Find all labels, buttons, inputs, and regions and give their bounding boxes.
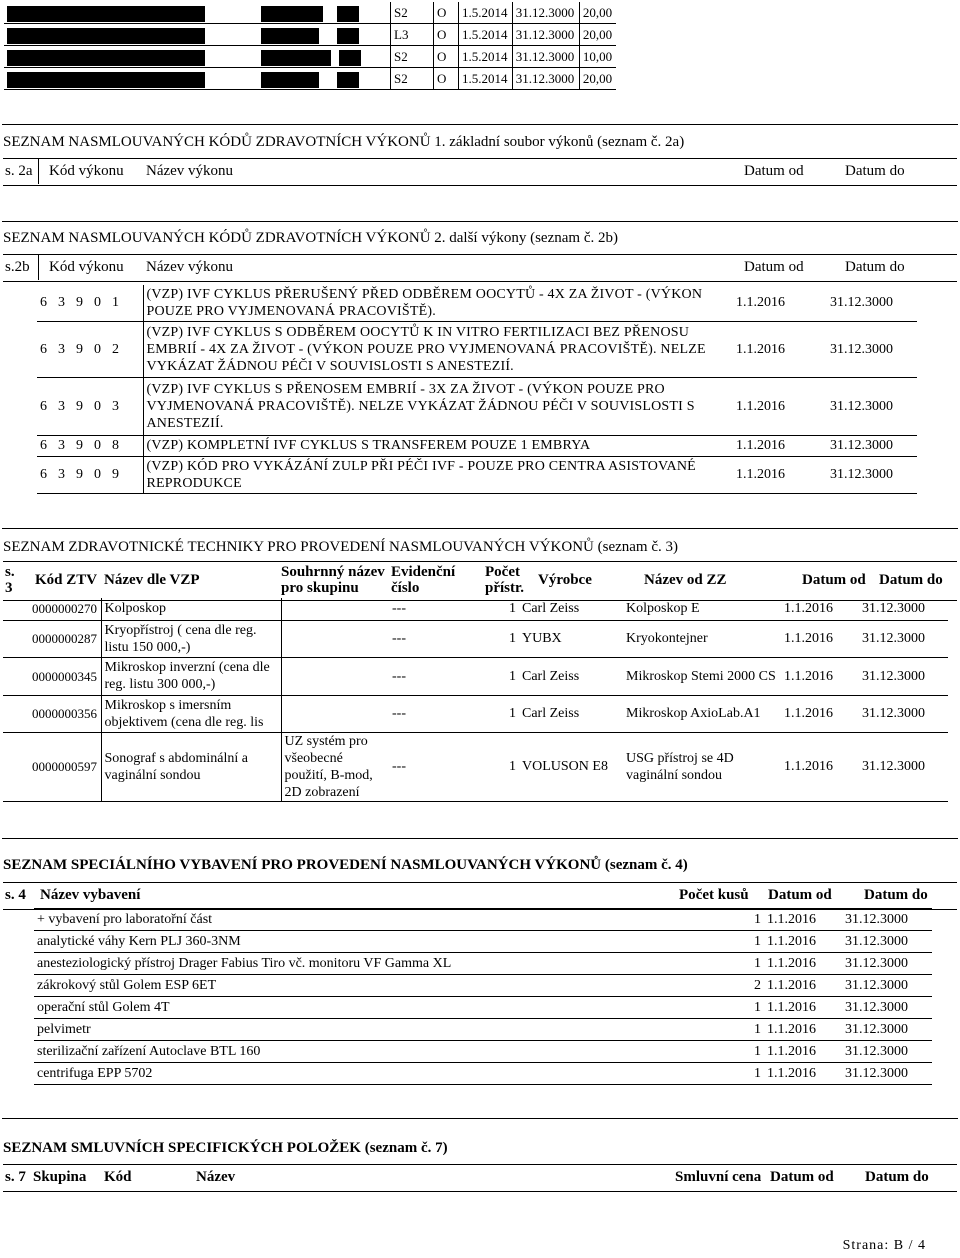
- header-s2b: s.2b: [5, 259, 30, 275]
- table-row: [3, 598, 948, 620]
- redacted-row: [4, 2, 616, 24]
- to-cell: 31.12.3000: [859, 620, 948, 657]
- name-cell: sterilizační zařízení Autoclave BTL 160: [34, 1041, 674, 1063]
- to-cell: 31.12.3000: [842, 1063, 932, 1085]
- from-cell: 1.1.2016: [764, 1041, 842, 1063]
- code-cell: 63901: [37, 285, 143, 321]
- section-2b-table: [37, 285, 917, 494]
- cell-c5: 20,00: [579, 2, 616, 24]
- name-cell: (VZP) IVF CYKLUS S ODBĚREM OOCYTŮ K IN VITRO FERTILIZACI BEZ PŘENOSU EMBRIÍ - 4X ZA ŽIVOT - (VÝKON POUZE PRO VYJMENOVANÁ PRACOVIŠTĚ). NELZE VYKÁZAT ŽÁDNOU PÉČI V SOUVISLOSTI S ANESTEZIÍ.: [143, 321, 733, 377]
- maker-cell: Carl Zeiss: [519, 598, 623, 620]
- name-cell: pelvimetr: [34, 1019, 674, 1041]
- code-cell: 0000000356: [29, 695, 101, 732]
- count-cell: 1: [674, 997, 764, 1019]
- redacted-row: [4, 46, 616, 68]
- from-cell: 1.1.2016: [764, 1019, 842, 1041]
- cell-c5: 10,00: [579, 46, 616, 68]
- section-4-table: [34, 908, 932, 1085]
- to-cell: 31.12.3000: [842, 953, 932, 975]
- header-nazev-od-zz: Název od ZZ: [644, 572, 727, 588]
- section-4-border: [2, 838, 958, 839]
- name-cell: Mikroskop s imersním objektivem (cena dle reg. lis: [101, 695, 281, 732]
- header-pocet-pristr: Počet přístr.: [485, 564, 525, 596]
- section-2b-header: [3, 254, 957, 282]
- cell-c3: 1.5.2014: [459, 46, 513, 68]
- from-cell: 1.1.2016: [764, 1063, 842, 1085]
- from-cell: 1.1.2016: [733, 377, 827, 435]
- to-cell: 31.12.3000: [827, 321, 917, 377]
- to-cell: 31.12.3000: [842, 931, 932, 953]
- redaction-bar: [137, 50, 205, 66]
- to-cell: 31.12.3000: [827, 435, 917, 456]
- group-cell: UZ systém pro všeobecné použití, B-mod, 2D zobrazení: [281, 732, 389, 801]
- count-cell: 2: [674, 975, 764, 997]
- cell-c5: 20,00: [579, 68, 616, 90]
- evid-cell: ---: [389, 657, 479, 695]
- code-cell: 0000000287: [29, 620, 101, 657]
- redaction-bar: [7, 28, 137, 44]
- header-nazev-vybaveni: Název vybavení: [40, 887, 141, 903]
- code-cell: 0000000597: [29, 732, 101, 801]
- table-row: [37, 285, 917, 321]
- redacted-table: [4, 2, 616, 90]
- from-cell: 1.1.2016: [764, 975, 842, 997]
- cell-c4: 31.12.3000: [512, 24, 579, 46]
- table-row: [34, 1019, 932, 1041]
- redaction-bar: [137, 72, 205, 88]
- cell-c1: S2: [391, 46, 434, 68]
- from-cell: 1.1.2016: [781, 620, 859, 657]
- to-cell: 31.12.3000: [827, 456, 917, 493]
- redaction-bar: [337, 6, 359, 22]
- section-7-border: [2, 1118, 958, 1119]
- from-cell: 1.1.2016: [764, 953, 842, 975]
- header-datum-od: Datum od: [770, 1169, 834, 1185]
- count-cell: 1: [674, 1063, 764, 1085]
- header-s2a: s. 2a: [5, 163, 33, 179]
- table-row: [37, 321, 917, 377]
- redacted-row: [4, 68, 616, 90]
- cell-c3: 1.5.2014: [459, 2, 513, 24]
- header-datum-od: Datum od: [744, 259, 804, 275]
- section-7-title: SEZNAM SMLUVNÍCH SPECIFICKÝCH POLOŽEK (seznam č. 7): [3, 1140, 448, 1156]
- header-datum-od: Datum od: [744, 163, 804, 179]
- cell-c1: S2: [391, 68, 434, 90]
- code-cell: 63902: [37, 321, 143, 377]
- section-2a-title: SEZNAM NASMLOUVANÝCH KÓDŮ ZDRAVOTNÍCH VÝKONŮ 1. základní soubor výkonů (seznam č. 2a): [3, 134, 685, 150]
- to-cell: 31.12.3000: [859, 695, 948, 732]
- section-7-header: [3, 1164, 957, 1192]
- header-kod-ztv: Kód ZTV: [35, 572, 98, 588]
- header-s7: s. 7: [5, 1169, 26, 1185]
- from-cell: 1.1.2016: [764, 909, 842, 931]
- zz-cell: Mikroskop Stemi 2000 CS: [623, 657, 781, 695]
- name-cell: Sonograf s abdominální a vaginální sondou: [101, 732, 281, 801]
- table-row: [34, 909, 932, 931]
- from-cell: 1.1.2016: [733, 435, 827, 456]
- to-cell: 31.12.3000: [859, 657, 948, 695]
- table-row: [34, 1063, 932, 1085]
- header-vyrobce: Výrobce: [538, 572, 592, 588]
- table-row: [34, 1041, 932, 1063]
- header-s4: s. 4: [5, 887, 26, 903]
- redaction-bar: [7, 6, 137, 22]
- header-souhrnny-nazev: Souhrnný název pro skupinu: [281, 564, 385, 596]
- redaction-bar: [339, 50, 361, 66]
- section-3-border: [2, 528, 958, 529]
- count-cell: 1: [479, 732, 519, 801]
- header-datum-od: Datum od: [802, 572, 866, 588]
- name-cell: Mikroskop inverzní (cena dle reg. listu 300 000,-): [101, 657, 281, 695]
- section-3-table: [3, 598, 948, 802]
- from-cell: 1.1.2016: [733, 285, 827, 321]
- header-smluvni-cena: Smluvní cena: [675, 1169, 762, 1185]
- cell-c1: L3: [391, 24, 434, 46]
- header-datum-do: Datum do: [865, 1169, 929, 1185]
- cell-c4: 31.12.3000: [512, 46, 579, 68]
- evid-cell: ---: [389, 695, 479, 732]
- maker-cell: VOLUSON E8: [519, 732, 623, 801]
- header-nazev-vykonu: Název výkonu: [146, 259, 234, 275]
- section-2b-title: SEZNAM NASMLOUVANÝCH KÓDŮ ZDRAVOTNÍCH VÝKONŮ 2. další výkony (seznam č. 2b): [3, 230, 618, 246]
- from-cell: 1.1.2016: [781, 732, 859, 801]
- group-cell: [281, 598, 389, 620]
- redaction-bar: [137, 28, 205, 44]
- cell-c2: O: [434, 46, 459, 68]
- name-cell: zákrokový stůl Golem ESP 6ET: [34, 975, 674, 997]
- header-datum-do: Datum do: [845, 163, 905, 179]
- header-datum-do: Datum do: [879, 572, 943, 588]
- redaction-bar: [261, 50, 331, 66]
- table-row: [37, 377, 917, 435]
- header-pocet-kusu: Počet kusů: [679, 887, 749, 903]
- group-cell: [281, 657, 389, 695]
- count-cell: 1: [674, 953, 764, 975]
- to-cell: 31.12.3000: [827, 377, 917, 435]
- cell-c2: O: [434, 68, 459, 90]
- page-footer: Strana: B / 4: [842, 1238, 926, 1253]
- table-row: [37, 435, 917, 456]
- table-row: [3, 620, 948, 657]
- cell-c4: 31.12.3000: [512, 2, 579, 24]
- cell-c3: 1.5.2014: [459, 68, 513, 90]
- section-4-header: [3, 882, 957, 910]
- name-cell: analytické váhy Kern PLJ 360-3NM: [34, 931, 674, 953]
- table-row: [34, 931, 932, 953]
- redaction-bar: [137, 6, 205, 22]
- header-datum-do: Datum do: [864, 887, 928, 903]
- name-cell: operační stůl Golem 4T: [34, 997, 674, 1019]
- name-cell: anesteziologický přístroj Drager Fabius Tiro vč. monitoru VF Gamma XL: [34, 953, 674, 975]
- to-cell: 31.12.3000: [859, 732, 948, 801]
- header-nazev: Název: [196, 1169, 236, 1185]
- name-cell: Kolposkop: [101, 598, 281, 620]
- from-cell: 1.1.2016: [733, 456, 827, 493]
- header-kod-vykonu: Kód výkonu: [49, 163, 124, 179]
- cell-c4: 31.12.3000: [512, 68, 579, 90]
- to-cell: 31.12.3000: [827, 285, 917, 321]
- code-cell: 63903: [37, 377, 143, 435]
- section-3-header: [3, 561, 957, 601]
- cell-c3: 1.5.2014: [459, 24, 513, 46]
- code-cell: 63908: [37, 435, 143, 456]
- count-cell: 1: [479, 695, 519, 732]
- count-cell: 1: [674, 909, 764, 931]
- from-cell: 1.1.2016: [764, 997, 842, 1019]
- to-cell: 31.12.3000: [842, 1019, 932, 1041]
- table-row: [34, 953, 932, 975]
- name-cell: (VZP) IVF CYKLUS PŘERUŠENÝ PŘED ODBĚREM OOCYTŮ - 4X ZA ŽIVOT - (VÝKON POUZE PRO VYJMENOVANÁ PRACOVIŠTĚ).: [143, 285, 733, 321]
- name-cell: (VZP) KÓD PRO VYKÁZÁNÍ ZULP PŘI PÉČI IVF - POUZE PRO CENTRA ASISTOVANÉ REPRODUKCE: [143, 456, 733, 493]
- redaction-bar: [7, 50, 137, 66]
- to-cell: 31.12.3000: [842, 909, 932, 931]
- from-cell: 1.1.2016: [781, 598, 859, 620]
- zz-cell: Kolposkop E: [623, 598, 781, 620]
- group-cell: [281, 695, 389, 732]
- count-cell: 1: [674, 1041, 764, 1063]
- redaction-bar: [261, 72, 319, 88]
- table-row: [34, 975, 932, 997]
- group-cell: [281, 620, 389, 657]
- count-cell: 1: [674, 1019, 764, 1041]
- table-row: [3, 657, 948, 695]
- header-evidencni-cislo: Evidenční číslo: [391, 564, 456, 596]
- from-cell: 1.1.2016: [733, 321, 827, 377]
- from-cell: 1.1.2016: [781, 695, 859, 732]
- name-cell: (VZP) KOMPLETNÍ IVF CYKLUS S TRANSFEREM POUZE 1 EMBRYA: [143, 435, 733, 456]
- cell-c5: 20,00: [579, 24, 616, 46]
- to-cell: 31.12.3000: [842, 975, 932, 997]
- from-cell: 1.1.2016: [764, 931, 842, 953]
- evid-cell: ---: [389, 732, 479, 801]
- evid-cell: ---: [389, 598, 479, 620]
- maker-cell: YUBX: [519, 620, 623, 657]
- count-cell: 1: [479, 657, 519, 695]
- name-cell: + vybavení pro laboratořní část: [34, 909, 674, 931]
- name-cell: centrifuga EPP 5702: [34, 1063, 674, 1085]
- count-cell: 1: [479, 598, 519, 620]
- zz-cell: Kryokontejner: [623, 620, 781, 657]
- header-s3: s. 3: [5, 564, 15, 596]
- cell-c2: O: [434, 2, 459, 24]
- header-nazev-vykonu: Název výkonu: [146, 163, 234, 179]
- section-2a-border: [2, 124, 958, 125]
- section-3-title: SEZNAM ZDRAVOTNICKÉ TECHNIKY PRO PROVEDENÍ NASMLOUVANÝCH VÝKONŮ (seznam č. 3): [3, 539, 678, 555]
- code-cell: 63909: [37, 456, 143, 493]
- redaction-bar: [7, 72, 137, 88]
- table-row: [34, 997, 932, 1019]
- count-cell: 1: [479, 620, 519, 657]
- header-skupina: Skupina: [33, 1169, 87, 1185]
- evid-cell: ---: [389, 620, 479, 657]
- section-2a-header: [3, 158, 957, 186]
- section-2b-border: [2, 221, 958, 222]
- zz-cell: Mikroskop AxioLab.A1: [623, 695, 781, 732]
- to-cell: 31.12.3000: [859, 598, 948, 620]
- table-row: [3, 732, 948, 801]
- table-row: [3, 695, 948, 732]
- redacted-row: [4, 24, 616, 46]
- section-4-title: SEZNAM SPECIÁLNÍHO VYBAVENÍ PRO PROVEDENÍ NASMLOUVANÝCH VÝKONŮ (seznam č. 4): [3, 857, 688, 873]
- table-row: [37, 456, 917, 493]
- code-cell: 0000000270: [29, 598, 101, 620]
- header-nazev-dle-vzp: Název dle VZP: [104, 572, 200, 588]
- redaction-bar: [261, 28, 319, 44]
- maker-cell: Carl Zeiss: [519, 695, 623, 732]
- cell-c2: O: [434, 24, 459, 46]
- header-kod: Kód: [104, 1169, 132, 1185]
- redaction-bar: [261, 6, 323, 22]
- code-cell: 0000000345: [29, 657, 101, 695]
- to-cell: 31.12.3000: [842, 1041, 932, 1063]
- from-cell: 1.1.2016: [781, 657, 859, 695]
- zz-cell: USG přístroj se 4D vaginální sondou: [623, 732, 781, 801]
- redaction-bar: [337, 28, 359, 44]
- maker-cell: Carl Zeiss: [519, 657, 623, 695]
- name-cell: (VZP) IVF CYKLUS S PŘENOSEM EMBRIÍ - 3X ZA ŽIVOT - (VÝKON POUZE PRO VYJMENOVANÁ PRACOVIŠTĚ). NELZE VYKÁZAT ŽÁDNOU PÉČI V SOUVISLOSTI S ANESTEZIÍ.: [143, 377, 733, 435]
- cell-c1: S2: [391, 2, 434, 24]
- to-cell: 31.12.3000: [842, 997, 932, 1019]
- header-datum-od: Datum od: [768, 887, 832, 903]
- redaction-bar: [337, 72, 359, 88]
- header-datum-do: Datum do: [845, 259, 905, 275]
- header-kod-vykonu: Kód výkonu: [49, 259, 124, 275]
- count-cell: 1: [674, 931, 764, 953]
- name-cell: Kryopřístroj ( cena dle reg. listu 150 000,-): [101, 620, 281, 657]
